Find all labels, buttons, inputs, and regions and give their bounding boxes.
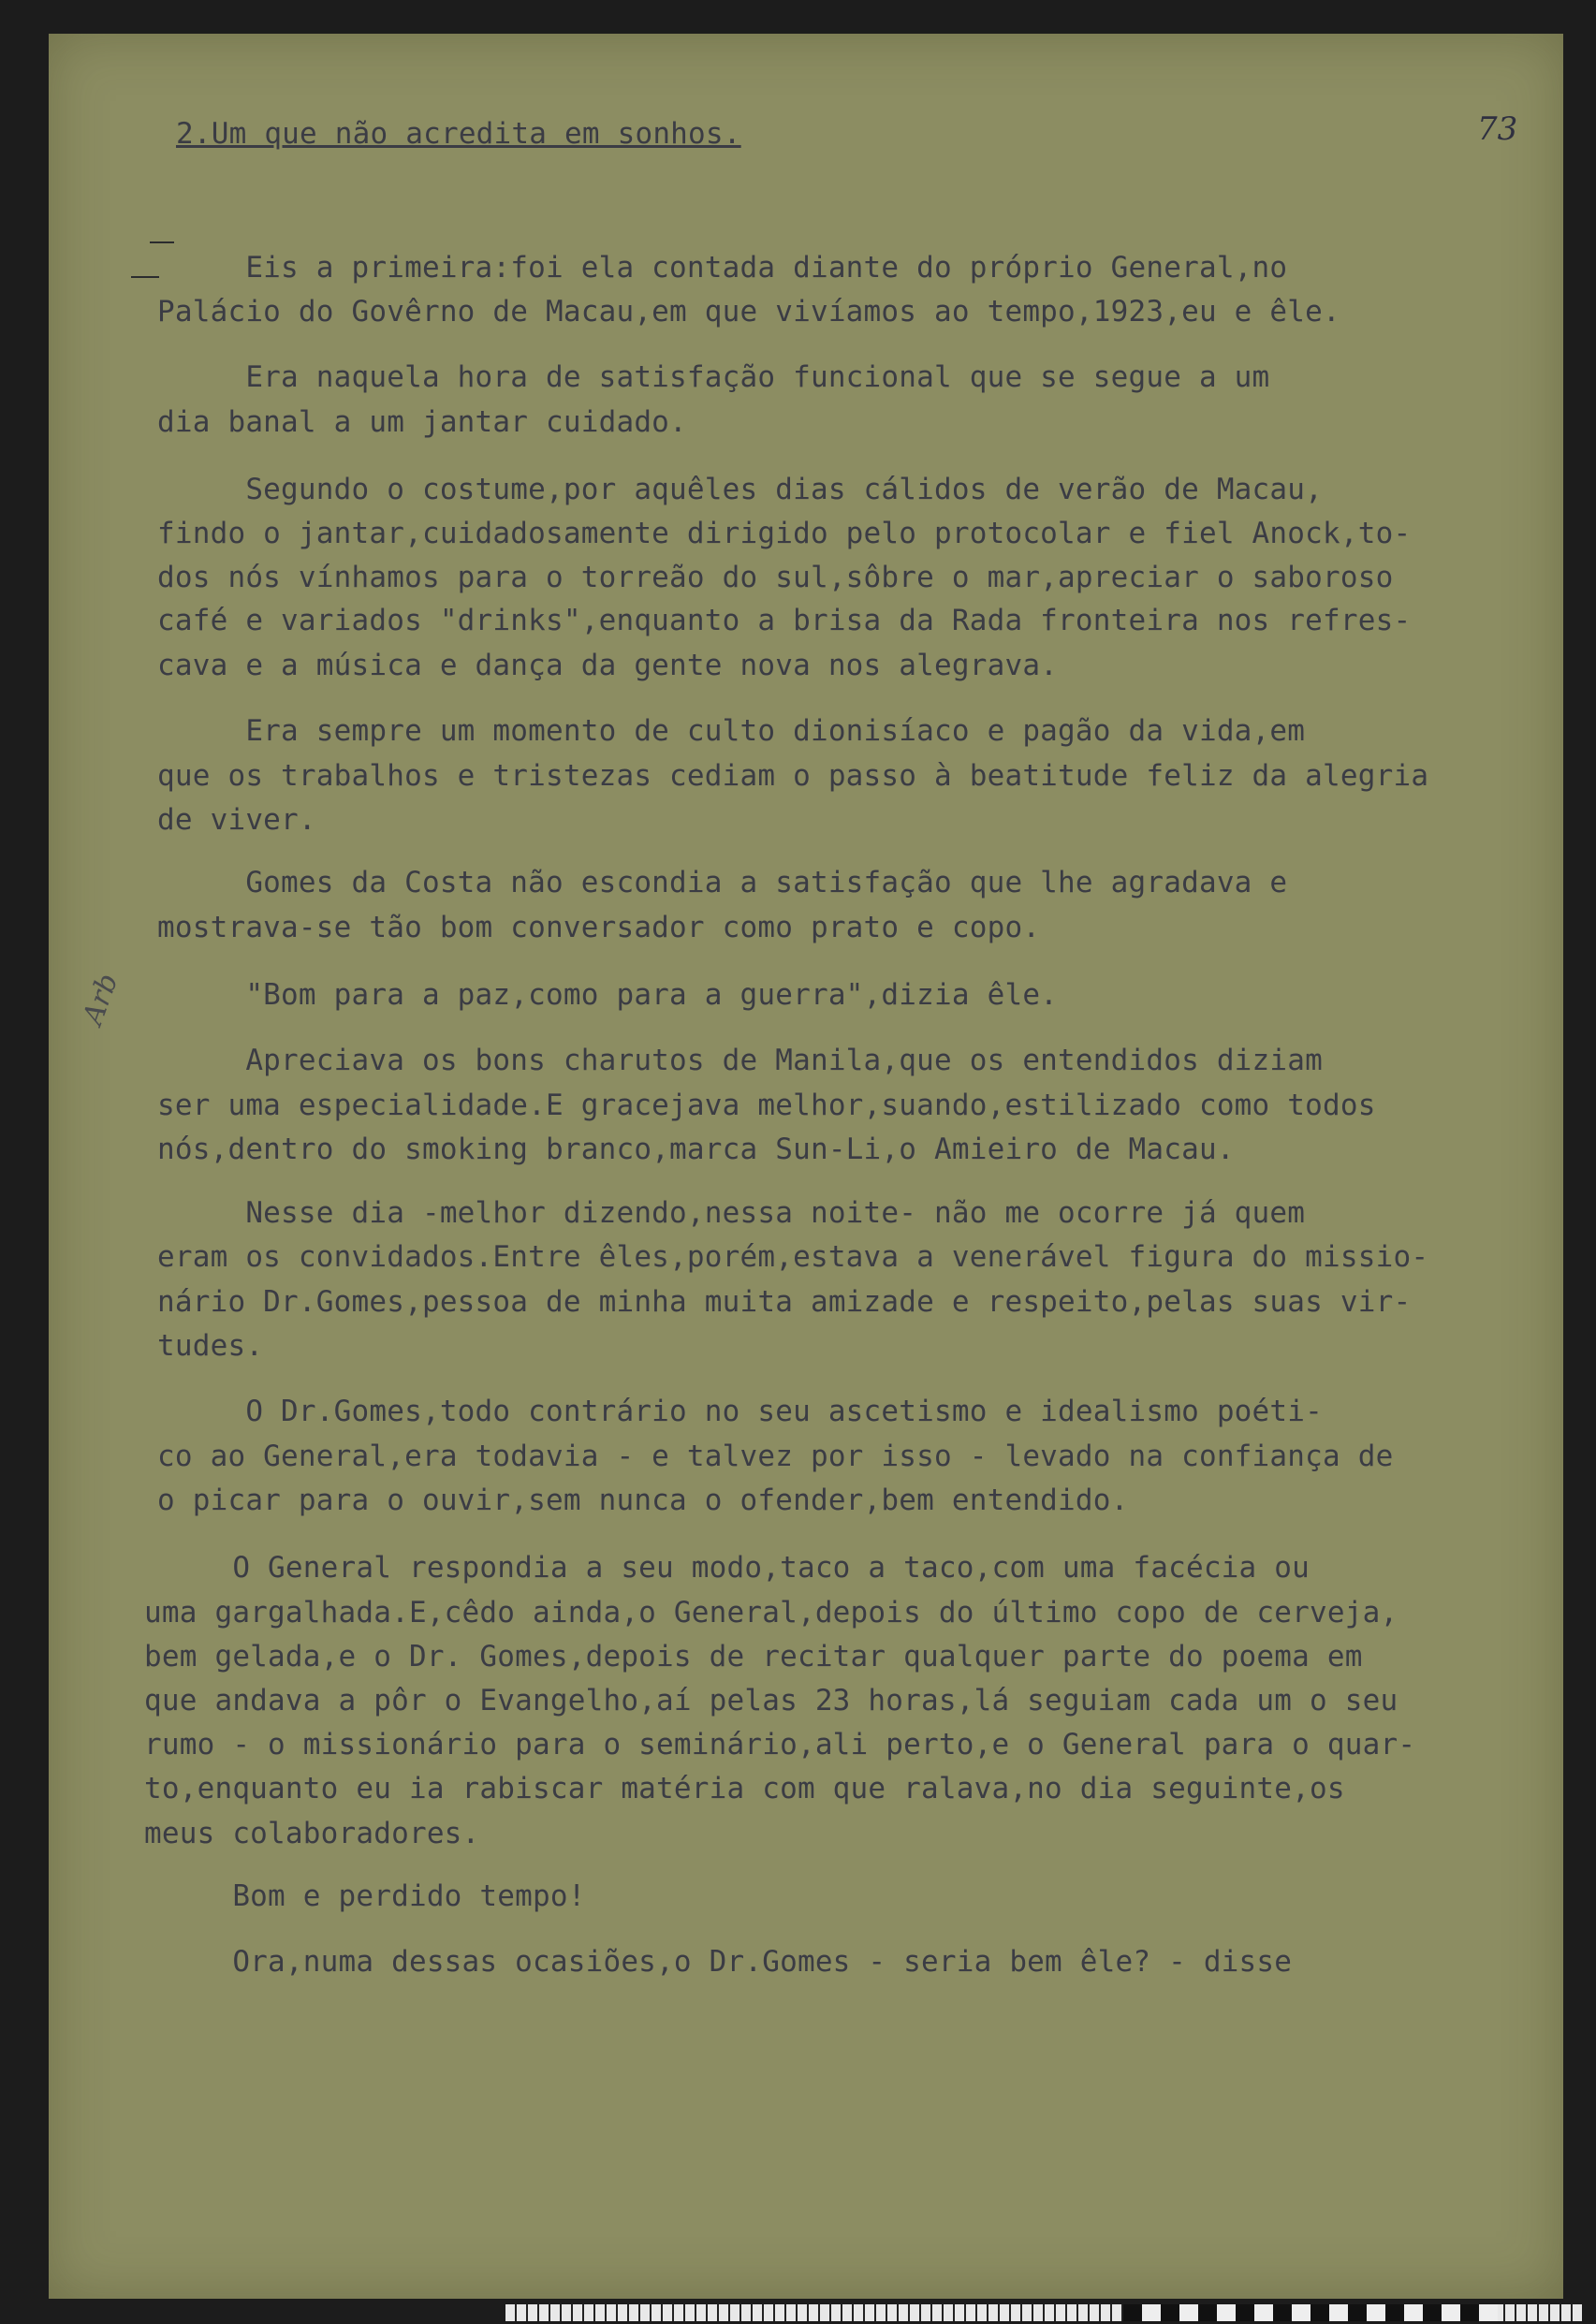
text-line: Apreciava os bons charutos de Manila,que os entendidos diziam [157, 1044, 1323, 1077]
text-line: findo o jantar,cuidadosamente dirigido pelo protocolar e fiel Anock,to- [157, 517, 1412, 550]
text-line: to,enquanto eu ia rabiscar matéria com que ralava,no dia seguinte,os [144, 1772, 1345, 1805]
text-line: que os trabalhos e tristezas cediam o passo à beatitude feliz da alegria [157, 759, 1429, 793]
text-line: Era sempre um momento de culto dionisíaco e pagão da vida,em [157, 714, 1306, 748]
text-line: Gomes da Costa não escondia a satisfação que lhe agradava e [157, 866, 1288, 899]
margin-note: Arb [76, 969, 125, 1030]
text-line: O Dr.Gomes,todo contrário no seu ascetismo e idealismo poéti- [157, 1395, 1323, 1428]
page-title: 2.Um que não acredita em sonhos. [176, 117, 741, 151]
text-line: o picar para o ouvir,sem nunca o ofender,bem entendido. [157, 1484, 1129, 1517]
text-line: rumo - o missionário para o seminário,ali perto,e o General para o quar- [144, 1728, 1416, 1761]
text-line: uma gargalhada.E,cêdo ainda,o General,depois do último copo de cerveja, [144, 1596, 1398, 1630]
text-line: de viver. [157, 803, 316, 837]
page-number: 73 [1477, 110, 1518, 148]
text-line: nário Dr.Gomes,pessoa de minha muita amizade e respeito,pelas suas vir- [157, 1285, 1412, 1319]
text-line: dos nós vínhamos para o torreão do sul,sôbre o mar,apreciar o saboroso [157, 561, 1394, 594]
text-line: café e variados "drinks",enquanto a brisa da Rada fronteira nos refres- [157, 604, 1412, 637]
text-line: "Bom para a paz,como para a guerra",dizia êle. [157, 978, 1059, 1012]
text-line: Nesse dia -melhor dizendo,nessa noite- não me ocorre já quem [157, 1196, 1306, 1230]
text-line: Era naquela hora de satisfação funcional que se segue a um [157, 360, 1270, 394]
margin-tick [131, 276, 159, 278]
text-line: Palácio do Govêrno de Macau,em que vivíamos ao tempo,1923,eu e êle. [157, 295, 1340, 329]
text-line: Ora,numa dessas ocasiões,o Dr.Gomes - seria bem êle? - disse [144, 1945, 1293, 1979]
text-line: eram os convidados.Entre êles,porém,estava a venerável figura do missio- [157, 1240, 1429, 1274]
text-line: co ao General,era todavia - e talvez por isso - levado na confiança de [157, 1440, 1394, 1473]
text-line: tudes. [157, 1329, 264, 1363]
text-line: mostrava-se tão bom conversador como prato e copo. [157, 911, 1041, 944]
text-line: meus colaboradores. [144, 1817, 480, 1850]
margin-tick [150, 241, 174, 243]
scan-ruler-scale [1123, 2304, 1498, 2321]
text-line: O General respondia a seu modo,taco a taco,com uma facécia ou [144, 1551, 1310, 1585]
text-line: dia banal a um jantar cuidado. [157, 405, 687, 439]
text-line: Bom e perdido tempo! [144, 1879, 586, 1913]
text-line: nós,dentro do smoking branco,marca Sun-Li,o Amieiro de Macau. [157, 1133, 1235, 1166]
text-line: Segundo o costume,por aquêles dias cálidos de verão de Macau, [157, 473, 1323, 506]
text-line: bem gelada,e o Dr. Gomes,depois de recitar qualquer parte do poema em [144, 1640, 1363, 1674]
text-line: cava e a música e dança da gente nova nos alegrava. [157, 649, 1059, 682]
text-line: Eis a primeira:foi ela contada diante do próprio General,no [157, 251, 1288, 285]
text-line: que andava a pôr o Evangelho,aí pelas 23 horas,lá seguiam cada um o seu [144, 1684, 1398, 1717]
text-line: ser uma especialidade.E gracejava melhor,suando,estilizado como todos [157, 1089, 1376, 1122]
